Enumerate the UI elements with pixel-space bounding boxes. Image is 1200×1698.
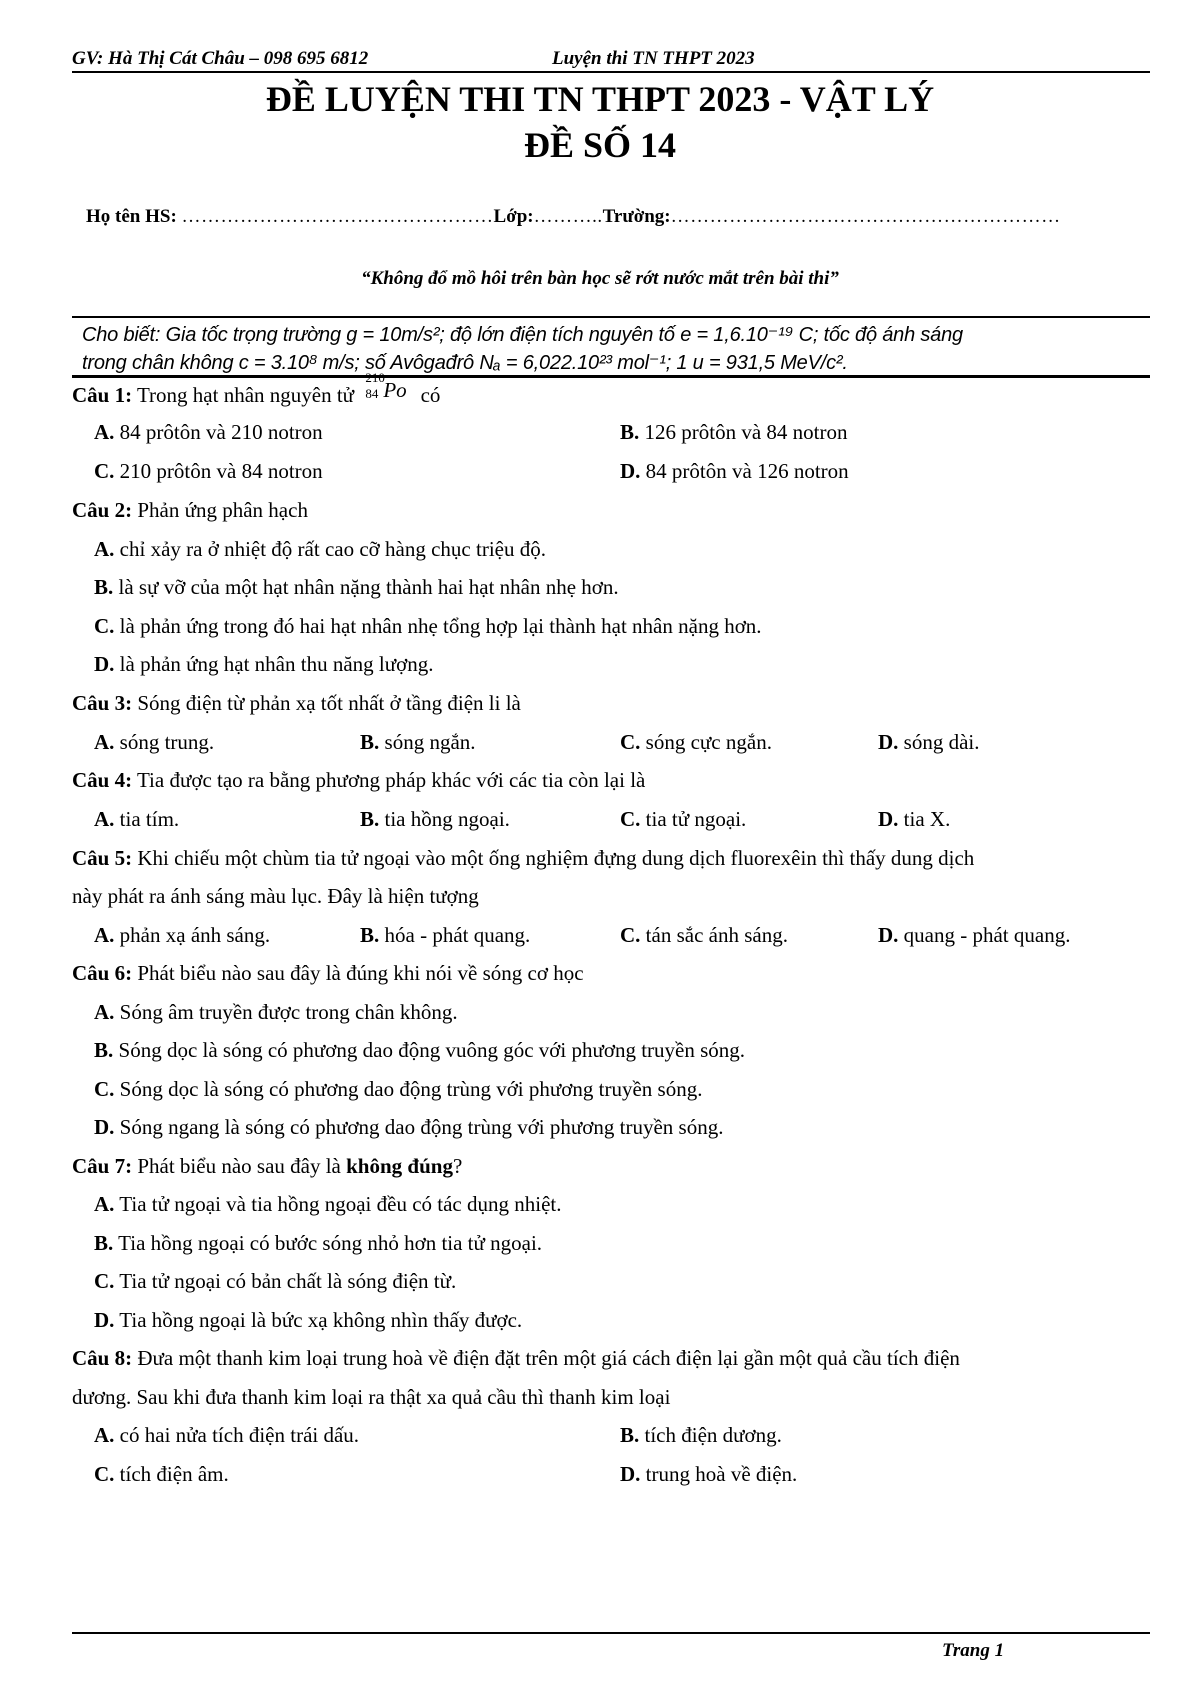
school-blank[interactable]: …………………………………………………… <box>670 206 1061 227</box>
question-stem: Đưa một thanh kim loại trung hoà về điện đặt trên một giá cách điện lại gần một quả cầu tích điện <box>137 1346 960 1370</box>
question-4 <box>72 768 1150 793</box>
option-c[interactable]: C. Sóng dọc là sóng có phương dao động trùng với phương truyền sóng. <box>94 1077 703 1101</box>
option-b[interactable]: B. hóa - phát quang. <box>360 923 531 947</box>
option-a[interactable]: A. 84 prôtôn và 210 notron <box>94 420 323 444</box>
option-b[interactable]: B. tia hồng ngoại. <box>360 807 510 831</box>
page-header <box>72 44 1150 74</box>
option-b[interactable]: B. 126 prôtôn và 84 notron <box>620 420 848 444</box>
option-b[interactable]: B. Tia hồng ngoại có bước sóng nhỏ hơn tia tử ngoại. <box>94 1231 543 1255</box>
motto: “Không đổ mồ hôi trên bàn học sẽ rớt nước mắt trên bài thi” <box>361 268 839 289</box>
question-stem-end: có <box>420 383 441 407</box>
option-a[interactable]: A. có hai nửa tích điện trái dấu. <box>94 1423 360 1447</box>
option-c[interactable]: C. tích điện âm. <box>94 1462 229 1486</box>
student-name-blank[interactable]: ………………………………………… <box>181 206 494 227</box>
question-stem-line-2: dương. Sau khi đưa thanh kim loại ra thật xa quả cầu thì thanh kim loại <box>72 1385 671 1409</box>
option-d[interactable]: D. tia X. <box>878 807 951 831</box>
question-8-continued <box>72 1385 1150 1410</box>
question-label: Câu 7: <box>72 1154 133 1178</box>
option-d[interactable]: D. Tia hồng ngoại là bức xạ không nhìn thấy được. <box>94 1308 523 1332</box>
course-info: Luyện thi TN THPT 2023 <box>552 48 755 69</box>
class-blank[interactable]: ……….. <box>533 206 603 227</box>
question-stem: Phát biểu nào sau đây là <box>137 1154 341 1178</box>
given-line-2: trong chân không c = 3.10⁸ m/s; số Avôgađrô Nₐ = 6,022.10²³ mol⁻¹; 1 u = 931,5 MeV/c². <box>82 352 848 374</box>
question-stem: Tia được tạo ra bằng phương pháp khác với các tia còn lại là <box>136 768 646 792</box>
question-label: Câu 5: <box>72 846 133 870</box>
question-stem-end: ? <box>452 1154 463 1178</box>
question-1 <box>72 370 1150 408</box>
option-c[interactable]: C. Tia tử ngoại có bản chất là sóng điện từ. <box>94 1269 457 1293</box>
question-5 <box>72 846 1150 871</box>
given-line-1: Cho biết: Gia tốc trọng trường g = 10m/s²; độ lớn điện tích nguyên tố e = 1,6.10⁻¹⁹ C; tốc độ ánh sáng <box>82 324 963 346</box>
question-5-continued <box>72 884 1150 909</box>
option-c[interactable]: C. tia tử ngoại. <box>620 807 747 831</box>
option-a[interactable]: A. phản xạ ánh sáng. <box>94 923 271 947</box>
option-b[interactable]: B. là sự vỡ của một hạt nhân nặng thành hai hạt nhân nhẹ hơn. <box>94 575 619 599</box>
option-d[interactable]: D. sóng dài. <box>878 730 980 754</box>
student-name-label: Họ tên HS: <box>86 206 177 227</box>
given-constants-box <box>72 316 1150 378</box>
question-label: Câu 6: <box>72 961 133 985</box>
option-c[interactable]: C. tán sắc ánh sáng. <box>620 923 788 947</box>
question-8 <box>72 1346 1150 1371</box>
option-d[interactable]: D. 84 prôtôn và 126 notron <box>620 459 849 483</box>
exam-title: ĐỀ LUYỆN THI TN THPT 2023 - VẬT LÝ <box>265 79 935 119</box>
question-label: Câu 3: <box>72 691 133 715</box>
page-number: Trang 1 <box>942 1640 1005 1661</box>
question-6 <box>72 961 1150 986</box>
option-b[interactable]: B. Sóng dọc là sóng có phương dao động vuông góc với phương truyền sóng. <box>94 1038 746 1062</box>
question-stem: Khi chiếu một chùm tia tử ngoại vào một ống nghiệm đựng dung dịch fluorexêin thì thấy dung dịch <box>137 846 975 870</box>
header-divider <box>72 71 1150 73</box>
teacher-info: GV: Hà Thị Cát Châu – 098 695 6812 <box>72 48 369 69</box>
option-d[interactable]: D. quang - phát quang. <box>878 923 1071 947</box>
nuclide-symbol: 210 84 Po <box>365 370 407 402</box>
option-a[interactable]: A. Tia tử ngoại và tia hồng ngoại đều có tác dụng nhiệt. <box>94 1192 562 1216</box>
question-label: Câu 1: <box>72 383 133 407</box>
question-stem: Trong hạt nhân nguyên tử <box>136 383 355 407</box>
option-d[interactable]: D. Sóng ngang là sóng có phương dao động trùng với phương truyền sóng. <box>94 1115 724 1139</box>
question-emphasis: không đúng <box>346 1154 453 1178</box>
option-a[interactable]: A. sóng trung. <box>94 730 215 754</box>
option-d[interactable]: D. trung hoà về điện. <box>620 1462 798 1486</box>
question-label: Câu 2: <box>72 498 133 522</box>
option-c[interactable]: C. 210 prôtôn và 84 notron <box>94 459 323 483</box>
question-stem: Phát biểu nào sau đây là đúng khi nói về sóng cơ học <box>137 961 584 985</box>
question-stem-line-2: này phát ra ánh sáng màu lục. Đây là hiện tượng <box>72 884 479 908</box>
question-label: Câu 4: <box>72 768 133 792</box>
option-c[interactable]: C. là phản ứng trong đó hai hạt nhân nhẹ tổng hợp lại thành hạt nhân nặng hơn. <box>94 614 762 638</box>
question-label: Câu 8: <box>72 1346 133 1370</box>
option-a[interactable]: A. chỉ xảy ra ở nhiệt độ rất cao cỡ hàng chục triệu độ. <box>94 537 546 561</box>
option-c[interactable]: C. sóng cực ngắn. <box>620 730 772 754</box>
question-2 <box>72 498 1150 523</box>
question-7 <box>72 1154 1150 1179</box>
option-b[interactable]: B. sóng ngắn. <box>360 730 476 754</box>
option-a[interactable]: A. tia tím. <box>94 807 180 831</box>
question-3 <box>72 691 1150 716</box>
class-label: Lớp: <box>493 206 534 227</box>
option-d[interactable]: D. là phản ứng hạt nhân thu năng lượng. <box>94 652 434 676</box>
footer-divider <box>72 1632 1150 1634</box>
student-info-line <box>86 206 1150 228</box>
school-label: Trường: <box>602 206 671 227</box>
exam-number: ĐỀ SỐ 14 <box>523 125 677 165</box>
question-stem: Sóng điện từ phản xạ tốt nhất ở tầng điện li là <box>137 691 521 715</box>
option-b[interactable]: B. tích điện dương. <box>620 1423 782 1447</box>
option-a[interactable]: A. Sóng âm truyền được trong chân không. <box>94 1000 458 1024</box>
question-stem: Phản ứng phân hạch <box>137 498 308 522</box>
